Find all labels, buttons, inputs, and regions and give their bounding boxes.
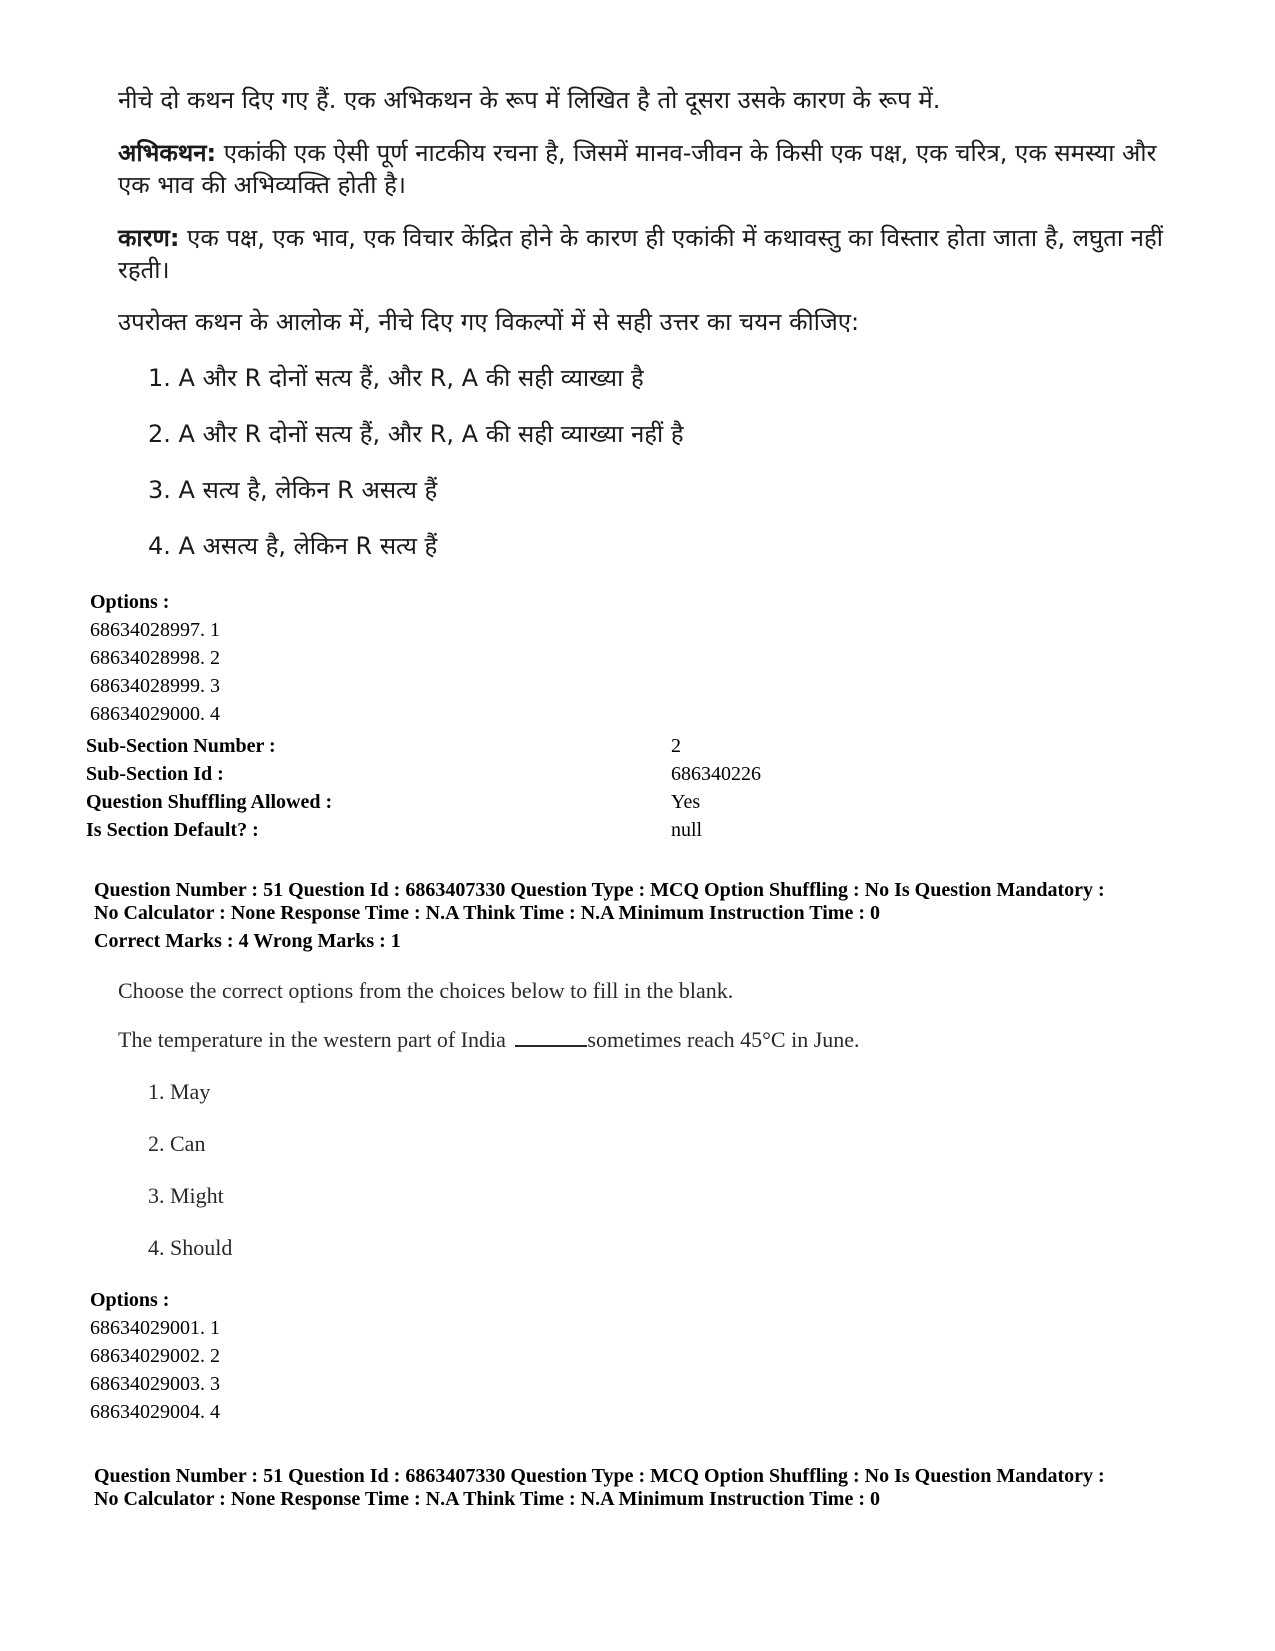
q51-option-2: 68634029002. 2 (90, 1345, 220, 1367)
q50-option-1: 68634028997. 1 (90, 619, 220, 641)
q50-choice-3: 3. A सत्य है, लेकिन R असत्य हैं (148, 476, 438, 504)
q50-option-2: 68634028998. 2 (90, 647, 220, 669)
q51b-meta-line-1: Question Number : 51 Question Id : 6863407330 Question Type : MCQ Option Shuffling : No Is Question Mandatory : (94, 1465, 1105, 1487)
q51-sentence-before: The temperature in the western part of India (118, 1027, 512, 1052)
section-default-label: Is Section Default? : (86, 819, 259, 841)
q51-choice-4: 4. Should (148, 1235, 233, 1260)
q51-instruction: Choose the correct options from the choices below to fill in the blank. (118, 978, 734, 1003)
subsection-number-label: Sub-Section Number : (86, 735, 276, 757)
subsection-number-value: 2 (671, 735, 681, 757)
q51-meta-line-2: No Calculator : None Response Time : N.A Think Time : N.A Minimum Instruction Time : 0 (94, 902, 880, 924)
section-default-value: null (671, 819, 703, 841)
subsection-id-value: 686340226 (671, 763, 761, 785)
q51-options-label: Options : (90, 1289, 170, 1311)
assertion-text: एकांकी एक ऐसी पूर्ण नाटकीय रचना है, जिसमें मानव-जीवन के किसी एक पक्ष, एक चरित्र, एक समस्या और एक भाव की अभिव्यक्ति होती है। (118, 139, 1157, 199)
q50-options-label: Options : (90, 591, 170, 613)
q50-option-4: 68634029000. 4 (90, 703, 220, 725)
question-shuffling-value: Yes (671, 791, 701, 813)
q50-option-3: 68634028999. 3 (90, 675, 220, 697)
q51-option-4: 68634029004. 4 (90, 1401, 220, 1423)
q51-sentence-after: sometimes reach 45°C in June. (587, 1027, 860, 1052)
subsection-id-label: Sub-Section Id : (86, 763, 224, 785)
reason-text: एक पक्ष, एक भाव, एक विचार केंद्रित होने के कारण ही एकांकी में कथावस्तु का विस्तार होता जाता है, लघुता नहीं रहती। (118, 224, 1163, 284)
q50-reason (118, 222, 1178, 286)
q51-sentence (118, 1026, 860, 1054)
q51-choice-2: 2. Can (148, 1131, 206, 1156)
q50-choice-2: 2. A और R दोनों सत्य हैं, और R, A की सही व्याख्या नहीं है (148, 420, 684, 448)
fill-blank (515, 1027, 587, 1047)
q51-choice-3: 3. Might (148, 1183, 224, 1208)
q51-meta-line-1: Question Number : 51 Question Id : 6863407330 Question Type : MCQ Option Shuffling : No Is Question Mandatory : (94, 879, 1105, 901)
q50-assertion (118, 137, 1178, 201)
q51-option-3: 68634029003. 3 (90, 1373, 220, 1395)
question-shuffling-label: Question Shuffling Allowed : (86, 791, 333, 813)
q50-intro: नीचे दो कथन दिए गए हैं. एक अभिकथन के रूप में लिखित है तो दूसरा उसके कारण के रूप में. (118, 86, 941, 114)
assertion-label: अभिकथन: (118, 139, 217, 167)
q50-choice-4: 4. A असत्य है, लेकिन R सत्य हैं (148, 532, 438, 560)
reason-label: कारण: (118, 224, 180, 252)
q51-option-1: 68634029001. 1 (90, 1317, 220, 1339)
q50-instruction: उपरोक्त कथन के आलोक में, नीचे दिए गए विकल्पों में से सही उत्तर का चयन कीजिए: (118, 308, 860, 336)
q51-choice-1: 1. May (148, 1079, 211, 1104)
q51-marks: Correct Marks : 4 Wrong Marks : 1 (94, 930, 401, 952)
q51b-meta-line-2: No Calculator : None Response Time : N.A Think Time : N.A Minimum Instruction Time : 0 (94, 1488, 880, 1510)
q50-choice-1: 1. A और R दोनों सत्य हैं, और R, A की सही व्याख्या है (148, 364, 644, 392)
